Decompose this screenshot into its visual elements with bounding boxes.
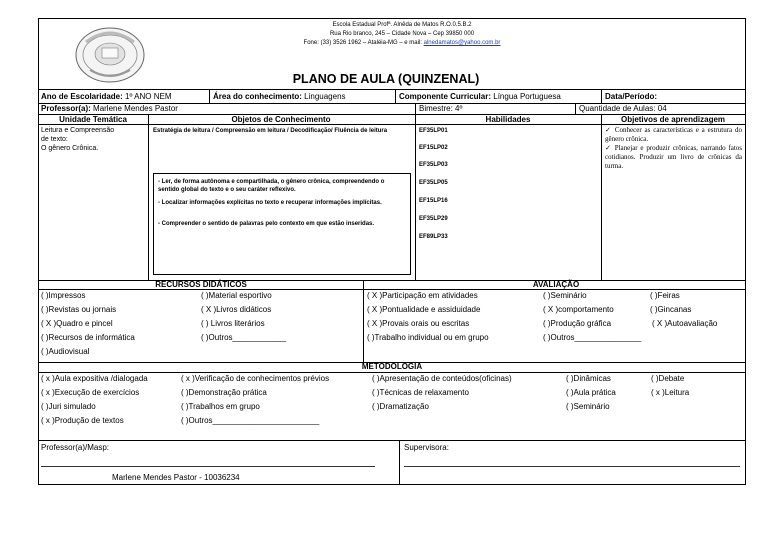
professor-label: Professor(a): [41,104,91,113]
bimestre-label: Bimestre: [419,104,453,113]
professor-signature-line [41,466,375,467]
recursos-title: RECURSOS DIDÁTICOS [155,280,247,289]
professor-value: Marlene Mendes Pastor [93,104,178,113]
page-title: PLANO DE AULA (QUINZENAL) [292,72,480,86]
objetivo-item: ✓ Conhecer as características e a estrutura do gênero crônica. [605,126,742,143]
col-header-objetos: Objetos de Conhecimento [231,115,331,124]
ano-field [41,93,172,101]
objetos-title: Estratégia de leitura / Compreensão em leitura / Decodificação/ Fluência de leitura [153,128,388,134]
metodologia-option[interactable]: ( )Seminário [566,402,610,411]
school-address: Rua Rio branco, 245 – Cidade Nova – Cep 39850 000 [329,31,475,37]
professor-signature-label: Professor(a)/Masp: [41,443,110,452]
metodologia-option[interactable]: ( x )Verificação de conhecimentos prévios [181,374,330,383]
avaliacao-option[interactable]: ( )Produção gráfica [543,319,612,328]
supervisora-signature-line [404,466,740,467]
habilidade-code: EF35LP03 [419,162,448,168]
metodologia-option[interactable]: ( )Trabalhos em grupo [181,402,260,411]
quantidade-value: 04 [657,104,667,113]
recurso-option[interactable]: ( )Impressos [41,291,86,300]
col-header-habilidades: Habilidades [485,115,531,124]
avaliacao-title: AVALIAÇÃO [532,280,580,289]
phone-text: Fone: (33) 3526 1962 – Ataléia-MG – e mail: [303,40,424,46]
recurso-option[interactable]: ( ) Livros literários [201,319,265,328]
quantidade-field [579,105,667,113]
area-field [213,93,346,101]
avaliacao-option[interactable]: ( )Trabalho individual ou em grupo [367,333,489,342]
ano-value: 1º ANO NEM [125,92,172,101]
avaliacao-option[interactable]: ( )Gincanas [650,305,692,314]
metodologia-option[interactable]: ( x )Produção de textos [41,416,124,425]
objetivo-item: ✓ Planejar e produzir crônicas, narrando fatos cotidianos. Produzir um livro de crônicas da turma. [605,144,742,170]
unidade-line: de texto: [41,136,68,143]
school-seal [74,26,146,84]
metodologia-option[interactable]: ( )Demonstração prática [181,388,267,397]
metodologia-option[interactable]: ( )Dinâmicas [566,374,611,383]
quantidade-label: Quantidade de Aulas: [579,104,656,113]
bimestre-field [419,105,462,113]
habilidade-code: EF89LP33 [419,234,448,240]
recurso-option[interactable]: ( )Outros____________ [201,333,286,342]
metodologia-option[interactable]: ( )Apresentação de conteúdos(oficinas) [372,374,512,383]
metodologia-option[interactable]: ( x )Aula expositiva /dialogada [41,374,148,383]
avaliacao-option[interactable]: ( X )comportamento [543,305,614,314]
school-name: Escola Estadual Profª. Alnêda de Matos R.O.0.5.B.2 [332,22,472,28]
habilidade-code: EF35LP29 [419,216,448,222]
objetos-item: - Ler, de forma autônoma e compartilhada, o gênero crônica, compreendendo o sentido global do texto e o seu caráter reflexivo. [158,179,385,193]
metodologia-option[interactable]: ( x )Leitura [651,388,690,397]
supervisora-label: Supervisora: [404,443,449,452]
objetos-item: - Compreender o sentido de palavras pelo contexto em que estão inseridas. [158,221,375,227]
componente-label: Componente Curricular: [399,92,492,101]
metodologia-option[interactable]: ( )Outros________________________ [181,416,320,425]
recurso-option[interactable]: ( )Material esportivo [201,291,272,300]
metodologia-option[interactable]: ( )Dramatização [372,402,429,411]
metodologia-title: METODOLOGIA [361,362,423,371]
avaliacao-option[interactable]: ( X )Autoavaliação [652,319,718,328]
habilidade-code: EF15LP02 [419,145,448,151]
avaliacao-option[interactable]: ( X )Pontualidade e assiduidade [367,305,481,314]
recurso-option[interactable]: ( )Recursos de informática [41,333,135,342]
unidade-line: O gênero Crônica. [41,145,99,152]
area-value: Linguagens [304,92,346,101]
avaliacao-option[interactable]: ( )Seminário [543,291,587,300]
school-contact [304,40,501,46]
avaliacao-option[interactable]: ( X )Provais orais ou escritas [367,319,470,328]
bimestre-value: 4º [455,104,463,113]
recurso-option[interactable]: ( X )Livros didáticos [201,305,272,314]
area-label: Área do conhecimento: [213,92,302,101]
componente-field [399,93,561,101]
professor-field [41,105,178,113]
componente-value: Língua Portuguesa [493,92,561,101]
habilidade-code: EF35LP05 [419,180,448,186]
metodologia-option[interactable]: ( )Técnicas de relaxamento [372,388,469,397]
email-link[interactable]: alnedamatos@yahoo.com.br [423,40,501,46]
habilidade-code: EF35LP01 [419,128,448,134]
objetos-item: - Localizar informações explícitas no texto e recuperar informações implícitas. [158,200,382,206]
seal-icon [74,26,146,84]
avaliacao-option[interactable]: ( )Feiras [650,291,680,300]
metodologia-option[interactable]: ( x )Execução de exercícios [41,388,140,397]
avaliacao-option[interactable]: ( )Outros_______________ [543,333,642,342]
recurso-option[interactable]: ( )Revistas ou jornais [41,305,117,314]
ano-label: Ano de Escolaridade: [41,92,123,101]
col-header-unidade: Unidade Temática [59,115,127,124]
unidade-line: Leitura e Compreensão [41,127,115,134]
metodologia-option[interactable]: ( )Aula prática [566,388,616,397]
metodologia-option[interactable]: ( )Debate [651,374,685,383]
habilidade-code: EF15LP16 [419,198,448,204]
metodologia-option[interactable]: ( )Juri simulado [41,402,96,411]
objetos-box [153,173,411,275]
recurso-option[interactable]: ( )Audiovisual [41,347,90,356]
professor-signature-name: Marlene Mendes Pastor - 10036234 [112,473,240,482]
avaliacao-option[interactable]: ( X )Participação em atividades [367,291,478,300]
col-header-objetivos: Objetivos de aprendizagem [620,115,726,124]
data-periodo-label: Data/Período: [605,92,658,101]
recurso-option[interactable]: ( X )Quadro e pincel [41,319,113,328]
